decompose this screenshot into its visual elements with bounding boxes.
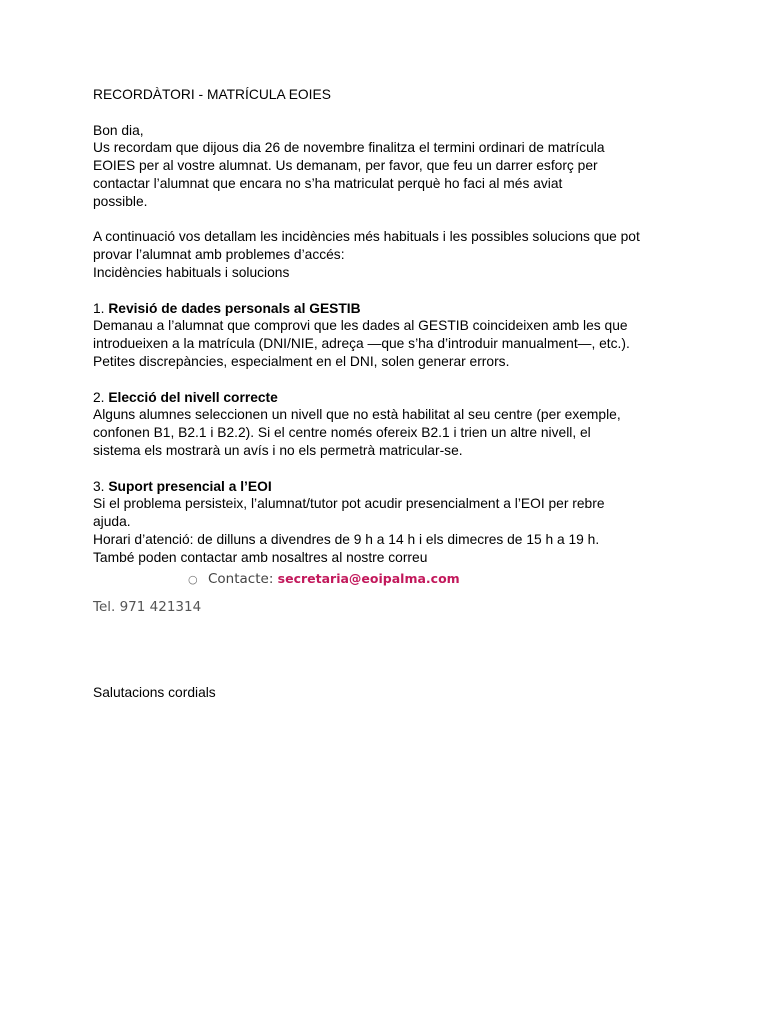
section-number: 2. — [93, 389, 109, 405]
section-title: Revisió de dades personals al GESTIB — [108, 300, 361, 316]
spacer — [93, 211, 693, 229]
spacer — [93, 104, 693, 122]
section-line: confonen B1, B2.1 i B2.2). Si el centre només ofereix B2.1 i trien un altre nivell, el — [93, 425, 591, 441]
section-title: Elecció del nivell correcte — [108, 389, 278, 405]
spacer — [93, 460, 693, 478]
section-line: Demanau a l’alumnat que comprovi que les dades al GESTIB coincideixen amb les que — [93, 318, 628, 334]
section-line: Si el problema persisteix, l’alumnat/tutor pot acudir presencialment a l’EOI per rebre — [93, 496, 605, 512]
section-heading — [93, 478, 693, 496]
section-line: sistema els mostrarà un avís i no els permetrà matricular-se. — [93, 442, 463, 458]
intro-line: contactar l’alumnat que encara no s’ha matriculat perquè ho faci al més aviat — [93, 175, 563, 191]
email-link[interactable]: secretaria@eoipalma.com — [277, 570, 460, 586]
greeting: Bon dia, — [93, 122, 144, 138]
section-line: Alguns alumnes seleccionen un nivell que no està habilitat al seu centre (per exemple, — [93, 407, 621, 423]
incidents-intro-line: provar l’alumnat amb problemes d’accés: — [93, 247, 345, 263]
spacer — [93, 371, 693, 389]
section-number: 1. — [93, 300, 109, 316]
intro-line: possible. — [93, 193, 148, 209]
section-line: ajuda. — [93, 514, 131, 530]
incidents-subtitle: Incidències habituals i solucions — [93, 264, 290, 280]
contact-label: Contacte: — [208, 570, 278, 587]
section-line: Petites discrepàncies, especialment en el DNI, solen generar errors. — [93, 353, 510, 369]
email-body — [93, 86, 693, 701]
section-title: Suport presencial a l’EOI — [108, 478, 272, 494]
intro-line: EOIES per al vostre alumnat. Us demanam, per favor, que feu un darrer esforç per — [93, 158, 598, 174]
intro-line: Us recordam que dijous dia 26 de novembre finalitza el termini ordinari de matrícula — [93, 140, 605, 156]
section-number: 3. — [93, 478, 109, 494]
closing-salutation: Salutacions cordials — [93, 684, 216, 700]
hollow-circle-bullet-icon: ○ — [188, 572, 198, 586]
document-title: RECORDÀTORI - MATRÍCULA EOIES — [93, 87, 331, 102]
section-line: introdueixen a la matrícula (DNI/NIE, adreça —que s’ha d’introduir manualment—, etc.). — [93, 336, 630, 352]
phone-number: Tel. 971 421314 — [93, 598, 202, 615]
section-heading — [93, 389, 693, 407]
section-line: Horari d’atenció: de dilluns a divendres de 9 h a 14 h i els dimecres de 15 h a 19 h. — [93, 531, 600, 547]
incidents-intro-line: A continuació vos detallam les incidències més habituals i les possibles solucions que pot — [93, 229, 640, 245]
section-heading — [93, 300, 693, 318]
contact-item — [93, 569, 693, 590]
spacer — [93, 282, 693, 300]
section-line: També poden contactar amb nosaltres al nostre correu — [93, 549, 428, 565]
